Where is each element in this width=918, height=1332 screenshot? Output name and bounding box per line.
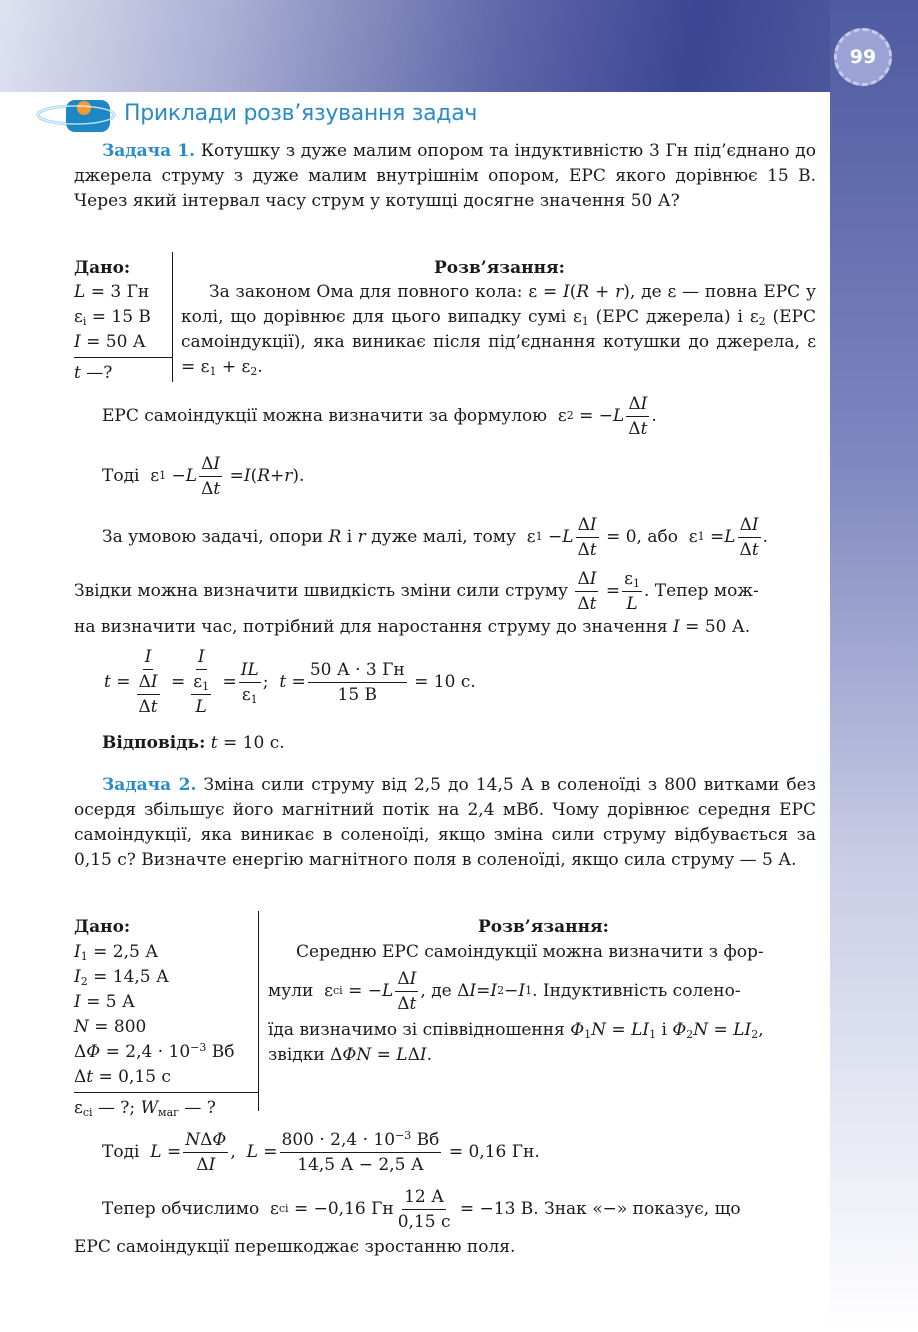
task1-formula-t-den: 15 В	[337, 684, 378, 705]
task2-given-I: I = 5 А	[74, 992, 135, 1012]
task1-formula-condition: За умовою задачі, опори R і r дуже малі, тому ε 1 − L $\frac{\Delta I}{\Delta t}$ = 0 , або ε 1 = L $\frac{\Delta I}{\Delta t}$ .	[102, 514, 769, 560]
task1-sol-p4a: За умовою задачі, опори	[102, 527, 324, 547]
task1-sol-p2: ЕРС самоіндукції можна визначити за формулою	[102, 406, 548, 426]
task2-sol-p1: Середню ЕРС самоіндукції можна визначити з фор-	[296, 942, 764, 962]
task2-emf-result: = −13 В. Знак «−» показує, що	[459, 1199, 741, 1219]
task2-given-I1: $I_1 = 2,5$ А	[74, 942, 159, 963]
task2-statement	[74, 773, 816, 873]
section-title: Приклади розв’язування задач	[124, 101, 478, 126]
task1-formula-selfinduction: ЕРС самоіндукції можна визначити за формулою ε 2 = − L $\frac{\Delta I}{\Delta t}$ .	[102, 393, 657, 439]
task1-formula-then: Тоді ε 1 − L $\frac{\Delta I}{\Delta t}$ = I ( R + r ).	[102, 453, 305, 499]
task1-given-rule	[74, 357, 172, 358]
task1-label: Задача 1.	[102, 141, 196, 161]
task2-given-I2: $I_2 = 14,5$ А	[74, 967, 169, 988]
task2-given-rule	[74, 1092, 258, 1093]
task1-sol-p6: на визначити час, потрібний для наростання струму до значення I = 50 А.	[74, 617, 751, 637]
task1-sol-p5a: Звідки можна визначити швидкість зміни сили струму	[74, 581, 568, 601]
task2-solution-title: Розв’язання:	[478, 917, 609, 937]
task1-formula-t-num: 50 А · 3 Гн	[308, 659, 407, 683]
side-background	[830, 0, 918, 1332]
section-icon	[36, 96, 116, 134]
task2-given-N: N = 800	[74, 1017, 147, 1037]
task2-final: ЕРС самоіндукції перешкоджає зростанню поля.	[74, 1237, 516, 1257]
task2-find: $\varepsilon_{сі}$ — ?; $W_{маг}$ — ?	[74, 1098, 216, 1119]
task1-text: Котушку з дуже малим опором та індуктивністю 3 Гн під’єднано до джерела струму з дуже малим внутрішнім опором, ЕРС якого дорівнює 15 В. Через який інтервал часу струм у котушці досягне значення 50 А?	[74, 141, 816, 211]
task1-given-title: Дано:	[74, 258, 131, 278]
task2-sol-p3: їда визначимо зі співвідношення $\Phi_1N = LI_1$ і $\Phi_2N = LI_2$,	[268, 1020, 764, 1041]
page-number-badge	[834, 28, 892, 86]
task1-answer-label: Відповідь:	[102, 733, 206, 753]
task2-sol-p2a: мули	[268, 981, 314, 1001]
task1-statement	[74, 139, 816, 214]
task1-formula-time: t = $\frac{I}{\frac{\Delta I}{\Delta t}}$ = $\frac{I}{\frac{\varepsilon_1}{L}}$ = $\frac{IL}{\varepsilon_1}$ ; t = $\frac{50 А \cdot 3 Гн}{15 В}$ = 10 с.	[104, 647, 476, 717]
task1-sol-p3: Тоді	[102, 466, 140, 486]
task1-formula-rate: Звідки можна визначити швидкість зміни сили струму $\frac{\Delta I}{\Delta t}$ = $\frac{\varepsilon_1}{L}$ . Тепер мож-	[74, 568, 759, 614]
task1-formula-t-result: = 10 с.	[414, 672, 476, 692]
header-background	[0, 0, 918, 92]
task2-label: Задача 2.	[102, 775, 197, 795]
task1-given-L: L = 3 Гн	[74, 282, 150, 302]
task1-given-e: $\varepsilon_і = 15$ В	[74, 307, 151, 328]
task1-given-I: I = 50 А	[74, 332, 146, 352]
task2-given-title: Дано:	[74, 917, 131, 937]
task2-text: Зміна сили струму від 2,5 до 14,5 А в соленоїді з 800 витками без осердя збільшує його магнітний потік на 2,4 мВб. Чому дорівнює середня ЕРС самоіндукції, яка виникає в соленоїді, якщо зміна сили струму відбувається за 0,15 с? Визначте енергію магнітного поля в соленоїді, якщо сила струму — 5 А.	[74, 775, 816, 870]
page-number: 99	[849, 46, 877, 68]
task2-given-divider	[258, 911, 259, 1111]
task1-answer: Відповідь: t = 10 с.	[102, 733, 285, 753]
task2-sol-p4: звідки ΔΦN = LΔI.	[268, 1045, 432, 1065]
task2-then: Тоді	[102, 1142, 140, 1162]
task2-L-result: = 0,16 Гн.	[448, 1142, 540, 1162]
task1-solution-p1: За законом Ома для повного кола: ε = I(R + r), де ε — повна ЕРС у колі, що дорівнює для цього випадку сумі $\varepsilon_1$ (ЕРС джерела) і $\varepsilon_2$ (ЕРС самоіндукції), яка виникає після під’єднання котушки до джерела, $\varepsilon = \varepsilon_1 + \varepsilon_2$.	[181, 282, 816, 378]
task1-sol-p4c: , або	[636, 527, 678, 547]
task1-sol-p5b: . Тепер мож-	[643, 581, 759, 601]
task1-solution-title: Розв’язання:	[434, 258, 565, 278]
task2-given-dt: Δt = 0,15 с	[74, 1067, 171, 1087]
task1-sol-p4b: дуже малі, тому	[371, 527, 516, 547]
task1-given-divider	[172, 252, 173, 382]
task1-find: t —?	[74, 363, 113, 383]
task2-L-den: 14,5 А − 2,5 А	[297, 1154, 424, 1175]
task2-formula-L: Тоді L = $\frac{\text{NΔΦ}}{\Delta I}$ , L = $\frac{800 \cdot 2,4 \cdot 10^{-3} Вб}{14,5 А - 2,5 А}$ = 0,16 Гн.	[102, 1128, 540, 1175]
task2-formula-emf: Тепер обчислимо ε сі = −0,16 Гн $\frac{12 А}{0,15 с}$ = −13 В. Знак «−» показує, що	[102, 1186, 741, 1232]
task2-sol-p2: мули ε сі = − L $\frac{\Delta I}{\Delta t}$ , де Δ I = I 2 − I 1 . Індуктивність солено-	[268, 968, 741, 1014]
task2-now: Тепер обчислимо	[102, 1199, 260, 1219]
task2-given-dPhi: $\Delta\Phi = 2,4 \cdot 10^{-3}$ Вб	[74, 1041, 235, 1062]
